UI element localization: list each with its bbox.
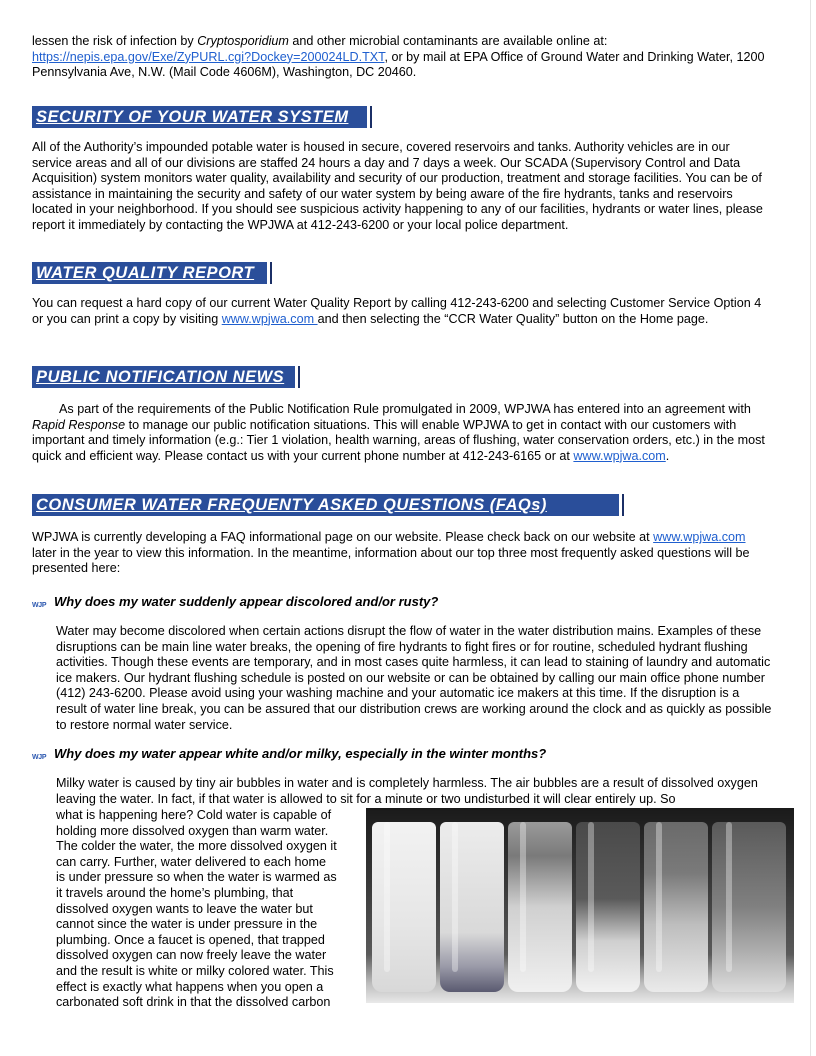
milky-water-glasses-photo [366,808,794,1003]
faq-answer-2-line: it travels around the home’s plumbing, that [56,885,294,900]
glass-shine [726,822,732,972]
glass-1 [372,822,436,992]
faq-question-1-text: Why does my water suddenly appear discolored and/or rusty? [54,594,439,609]
faq-answer-2-line: dissolved oxygen wants to leave the water but [56,901,313,916]
wpjwa-bullet-icon: WJP [32,602,47,609]
intro-text-2: and other microbial contaminants are available online at: [288,34,608,48]
faq-answer-2-line: what is happening here? Cold water is capable of [56,808,332,822]
glass-3 [508,822,572,992]
intro-paragraph [32,34,772,81]
glass-shine [656,822,662,972]
faq-answer-2-column [56,808,364,1011]
faq-answer-2-line: holding more dissolved oxygen than warm water. [56,823,329,838]
faq-answer-1: Water may become discolored when certain actions disrupt the flow of water in the water distribution mains. Examples of these disruptions can be main line water breaks, the opening of fire hydrants to fight fires or for routine, scheduled hydrant flushing activities. Though these events are temporary, and in most cases quite harmless, it can lead to staining of laundry and automatic ice makers. Our hydrant flushing schedule is posted on our website or can be obtained by calling our main office phone number (412) 243-6200. Please avoid using your washing machine and your automatic ice makers at this time. If the disruption is a result of water line break, you can be assured that our distribution crews are working around the clock and as quickly as possible to restore normal water service. [56,624,772,732]
faq-answer-2-line: effect is exactly what happens when you open a [56,979,324,994]
faq-answer-2-line: and the result is white or milky colored water. This [56,963,334,978]
page-edge-line [810,0,811,1056]
faq-text-2: later in the year to view this information. In the meantime, information about our top three most frequently asked questions will be presented here: [32,545,750,576]
glass-shine [384,822,390,972]
faq-answer-2-line: can carry. Further, water delivered to each home [56,854,326,869]
notification-text: As part of the requirements of the Public Notification Rule promulgated in 2009, WPJWA has entered into an agreement with [59,402,751,416]
faq-answer-2-intro: Milky water is caused by tiny air bubbles in water and is completely harmless. The air bubbles are a result of dissolved oxygen leaving the water. In fact, if that water is allowed to sit for a minute or two undisturbed it will clear entirely up. So [56,776,758,806]
faq-question-1 [32,594,772,614]
glass-6 [712,822,786,992]
glass-shine [452,822,458,972]
intro-address: , or by mail at EPA Office of Ground Water and Drinking Water, 1200 Pennsylvania Ave, N.W. (Mail Code 4606M), Washington, DC 20460. [32,49,765,80]
section-heading-report: WATER QUALITY REPORT [32,262,270,284]
notification-italic: Rapid Response [32,417,126,432]
faq-answer-2-line: plumbing. Once a faucet is opened, that trapped [56,932,325,947]
intro-italic: Cryptosporidium [197,34,289,48]
faq-question-2 [32,746,772,766]
epa-link[interactable]: https://nepis.epa.gov/Exe/ZyPURL.cgi?Dockey=200024LD.TXT [32,49,385,64]
notification-paragraph [32,402,772,464]
glass-4 [576,822,640,992]
intro-text: lessen the risk of infection by [32,34,198,48]
section-heading-faq: CONSUMER WATER FREQUENTY ASKED QUESTIONS (FAQs) [32,494,622,516]
faq-answer-2-line: cannot since the water is under pressure in the [56,917,318,932]
faq-text: WPJWA is currently developing a FAQ informational page on our website. Please check back on our website at [32,530,654,544]
glass-2 [440,822,504,992]
glass-shine [520,822,526,972]
faq-link[interactable]: www.wpjwa.com [653,530,746,544]
faq-answer-2-line: is under pressure so when the water is warmed as [56,870,337,885]
notification-text-2: to manage our public notification situations. This will enable WPJWA to get in contact with our customers with important and timely information (e.g.: Tier 1 violation, health warning, areas of flushing, water conservation orders, etc.) in the most quick and efficient way. Please contact us with your current phone number at 412-243-6165 or at [32,417,765,463]
glass-5 [644,822,708,992]
glass-shine [588,822,594,972]
report-paragraph [32,296,772,327]
wpjwa-bullet-icon: WJP [32,754,47,761]
notification-text-3: . [665,448,670,463]
faq-answer-2-line: carbonated soft drink in that the dissolved carbon [56,995,331,1010]
faq-question-2-text: Why does my water appear white and/or milky, especially in the winter months? [54,746,547,761]
section-heading-notification: PUBLIC NOTIFICATION NEWS [32,366,298,388]
report-text-2: and then selecting the “CCR Water Quality” button on the Home page. [317,311,709,326]
report-text: You can request a hard copy of our current Water Quality Report by calling 412-243-6200 and selecting Customer Service Option 4 or you can print a copy by visiting [32,296,762,326]
faq-intro-paragraph [32,530,772,577]
faq-answer-2-line: The colder the water, the more dissolved oxygen it [56,839,337,854]
report-link[interactable]: www.wpjwa.com [221,311,318,326]
security-paragraph: All of the Authority’s impounded potable water is housed in secure, covered reservoirs and tanks. Authority vehicles are in our service areas and all of our divisions are staffed 24 hours a day and 7 days a week. Our SCADA (Supervisory Control and Data Acquisition) system monitors water quality, availability and security of our production, treatment and storage facilities. You can be of assistance in maintaining the security and safety of our water system by being aware of the fire hydrants, tanks and reservoirs located in your neighborhood. If you should see suspicious activity happening to any of our facilities, hydrants or water lines, please report it immediately by contacting the WPJWA at 412-243-6200 or your local police department. [32,140,763,232]
section-heading-security: SECURITY OF YOUR WATER SYSTEM [32,106,370,128]
notification-link[interactable]: www.wpjwa.com [573,448,666,463]
faq-answer-2-line: dissolved oxygen can now freely leave the water [56,948,327,963]
